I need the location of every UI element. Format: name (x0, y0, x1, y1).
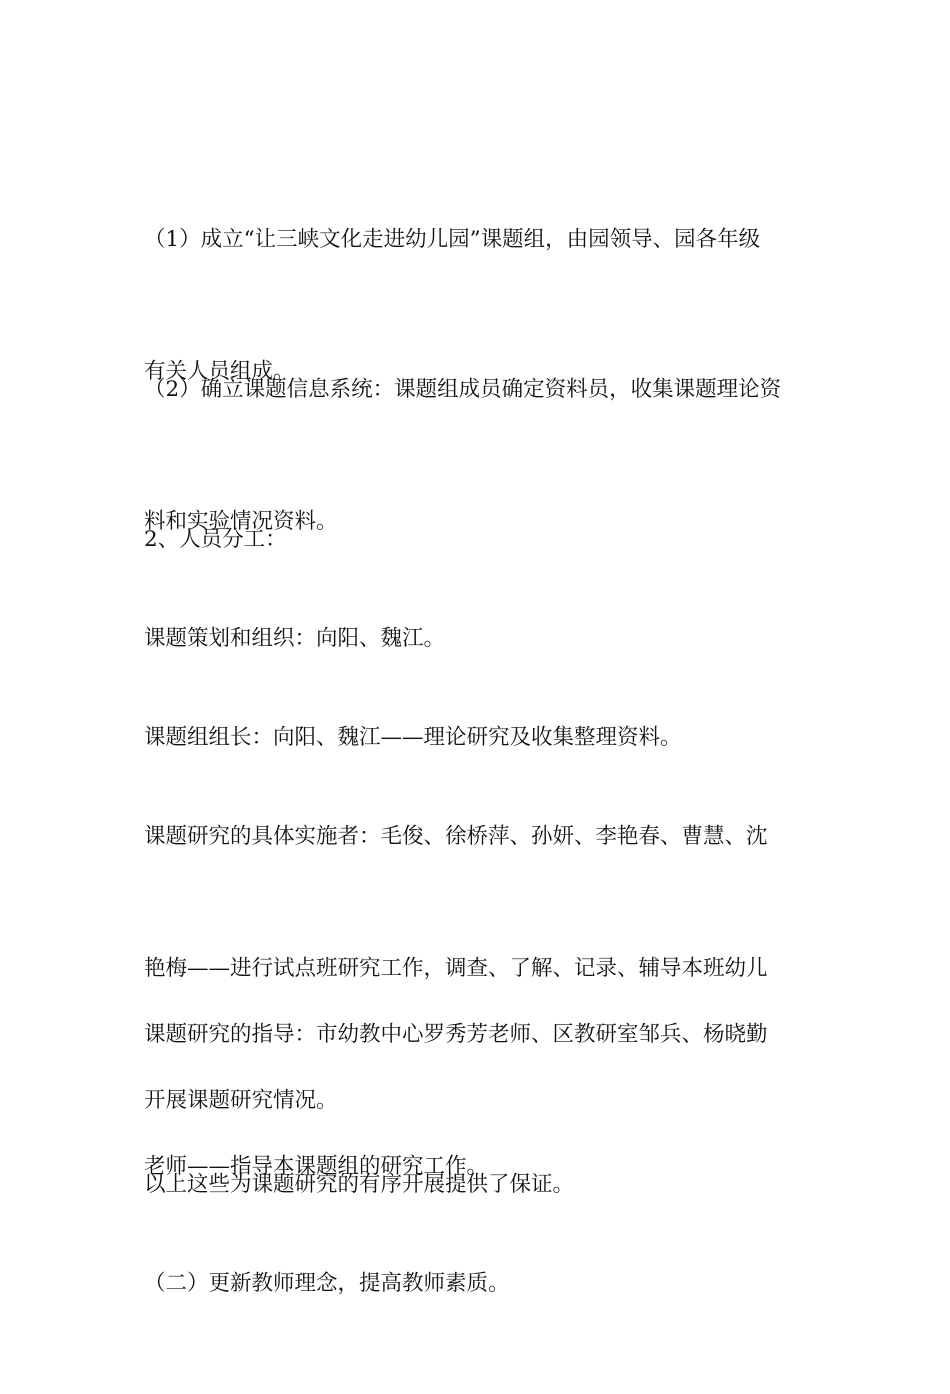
text-line: 课题研究的具体实施者：毛俊、徐桥萍、孙妍、李艳春、曹慧、沈 (144, 824, 768, 849)
text-line: 有关人员组成。 (144, 359, 295, 384)
text-line: 2、人员分工： (144, 527, 287, 552)
text-line: 料和实验情况资料。 (144, 509, 338, 534)
text-line: 老师——指导本课题组的研究工作。 (144, 1154, 489, 1179)
section-heading-teacher-quality (144, 1174, 824, 1394)
text-line: 课题研究的指导：市幼教中心罗秀芳老师、区教研室邹兵、杨晓勤 (144, 1022, 768, 1047)
text-line: 课题组组长：向阳、魏江——理论研究及收集整理资料。 (144, 725, 682, 750)
text-line: 课题策划和组织：向阳、魏江。 (144, 626, 446, 651)
text-line: 艳梅——进行试点班研究工作，调查、了解、记录、辅导本班幼儿 (144, 956, 768, 981)
text-line: 以上这些为课题研究的有序开展提供了保证。 (144, 1172, 575, 1197)
text-line: （1）成立“让三峡文化走进幼儿园”课题组，由园领导、园各年级 (144, 227, 761, 252)
text-line: （二）更新教师理念，提高教师素质。 (144, 1271, 510, 1296)
text-line: 开展课题研究情况。 (144, 1088, 338, 1113)
text-line: （2）确立课题信息系统：课题组成员确定资料员，收集课题理论资 (144, 377, 782, 402)
